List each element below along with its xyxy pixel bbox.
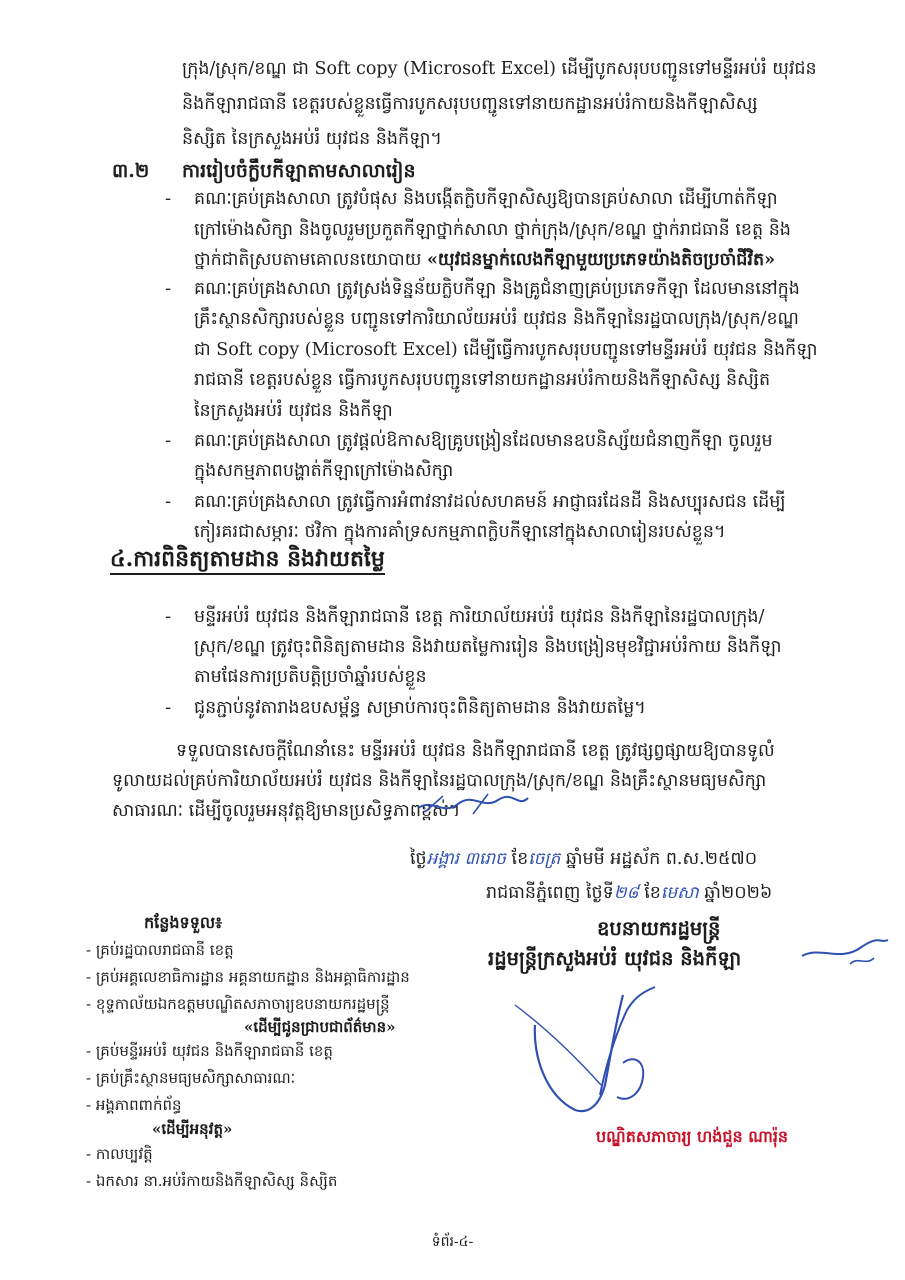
- solar-date: [486, 880, 772, 906]
- bullet-dash: -: [165, 697, 172, 718]
- subsection-title: ការរៀបចំក្លឹបកីឡាតាមសាលារៀន: [182, 160, 416, 182]
- recipient-item: - ខុទ្ទកាល័យឯកឧត្តមបណ្ឌិតសភាចារ្យឧបនាយករដ្ឋមន្ត្រី: [86, 995, 390, 1013]
- solar-day-handwritten: ២៨: [613, 883, 639, 903]
- bullet-line: ស្រុក/ខណ្ឌ ត្រូវចុះពិនិត្យតាមដាន និងវាយតម្លៃការរៀន និងបង្រៀនមុខវិជ្ជាអប់រំកាយ និងកីឡា: [194, 637, 782, 657]
- recipients-impl-label: «ដើម្បីអនុវត្ត»: [152, 1120, 233, 1138]
- lunar-year: ឆ្នាំមមី អដ្ឋស័ក ព.ស.២៥៧០: [565, 849, 758, 869]
- signer-title-1: ឧបនាយករដ្ឋមន្ត្រី: [597, 917, 721, 940]
- bullet-dash: -: [165, 188, 172, 209]
- signer-title-2: រដ្ឋមន្ត្រីក្រសួងអប់រំ យុវជន និងកីឡា: [488, 947, 742, 970]
- bullet-text: ថ្នាក់ជាតិស្របតាមគោលនយោបាយ: [194, 250, 422, 270]
- page-number: ទំព័រ-៤-: [431, 1234, 474, 1250]
- bullet-line: កៀរគរជាសម្ភារៈ ថវិកា ក្នុងការគាំទ្រសកម្មភាពក្លិបកីឡានៅក្នុងសាលារៀនរបស់ខ្លួន។: [194, 522, 726, 542]
- bullet-line: ជូនភ្ជាប់នូវតារាងឧបសម្ព័ន្ធ សម្រាប់ការចុះពិនិត្យតាមដាន និងវាយតម្លៃ។: [194, 698, 646, 718]
- paragraph-line: ក្រុង/ស្រុក/ខណ្ឌ ជា Soft copy (Microsoft Excel) ដើម្បីបូកសរុបបញ្ជូនទៅមន្ទីរអប់រំ យុវជន: [182, 59, 817, 79]
- recipients-title: កន្លែងទទួល៖: [144, 913, 223, 932]
- bullet-line: រាជធានី ខេត្តរបស់ខ្លួន ធ្វើការបូកសរុបបញ្ជូនទៅនាយកដ្ឋានអប់រំកាយនិងកីឡាសិស្ស និស្សិត: [194, 370, 771, 390]
- section-title: ៤.ការពិនិត្យតាមដាន និងវាយតម្លៃ: [110, 546, 385, 575]
- recipient-item: - គ្រប់គ្រឹះស្ថានមធ្យមសិក្សាសាធារណៈ: [86, 1069, 296, 1087]
- solar-month-label: ខែ: [644, 883, 661, 903]
- paragraph-line: និស្សិត នៃក្រសួងអប់រំ យុវជន និងកីឡា។: [182, 129, 442, 149]
- subsection-number: ៣.២: [112, 160, 150, 182]
- bullet-line: គណៈគ្រប់គ្រងសាលា ត្រូវផ្តល់ឱកាសឱ្យគ្រូបង្រៀនដែលមានឧបនិស្ស័យជំនាញកីឡា ចូលរួម: [194, 431, 773, 451]
- lunar-month-handwritten: ចេត្រ: [528, 849, 561, 869]
- bullet-line: គណៈគ្រប់គ្រងសាលា ត្រូវធ្វើការអំពាវនាវដល់សហគមន៍ អាជ្ញាធរដែនដី និងសប្បុរសជន ដើម្បី: [194, 492, 786, 512]
- recipient-item: - គ្រប់អគ្គលេខាធិការដ្ឋាន អគ្គនាយកដ្ឋាន និងអគ្គាធិការដ្ឋាន: [86, 968, 410, 986]
- bullet-dash: -: [165, 606, 172, 627]
- solar-day-label: រាជធានីភ្នំពេញ ថ្ងៃទី: [486, 883, 614, 903]
- signer-name: បណ្ឌិតសភាចារ្យ ហង់ជួន ណារ៉ុន: [596, 1127, 789, 1146]
- handwritten-initials: [800, 936, 890, 976]
- bullet-line: ក្នុងសកម្មភាពបង្ហាត់កីឡាក្រៅម៉ោងសិក្សា: [194, 461, 454, 481]
- bullet-dash: -: [165, 430, 172, 451]
- bullet-line: គ្រឹះស្ថានសិក្សារបស់ខ្លួន បញ្ជូនទៅការិយាល័យអប់រំ យុវជន និងកីឡានៃរដ្ឋបាលក្រុង/ស្រុក/ខណ្ឌ: [194, 309, 799, 329]
- lunar-date: [410, 846, 757, 872]
- solar-year: ឆ្នាំ២០២៦: [704, 883, 773, 903]
- closing-line: សាធារណៈ ដើម្បីចូលរួមអនុវត្តឱ្យមានប្រសិទ្ធភាពខ្ពស់។: [112, 801, 461, 821]
- bullet-line: តាមផែនការប្រតិបត្តិប្រចាំឆ្នាំរបស់ខ្លួន: [194, 667, 427, 687]
- closing-line: ទូលាយដល់គ្រប់ការិយាល័យអប់រំ យុវជន និងកីឡានៃរដ្ឋបាលក្រុង/ស្រុក/ខណ្ឌ និងគ្រឹះស្ថានមធ្យមសិក្សា: [112, 771, 767, 791]
- bullet-line: [194, 247, 775, 273]
- bullet-dash: -: [165, 278, 172, 299]
- recipient-item: - ឯកសារ នា.អប់រំកាយនិងកីឡាសិស្ស និស្សិត: [86, 1172, 338, 1190]
- bullet-line: មន្ទីរអប់រំ យុវជន និងកីឡារាជធានី ខេត្ត ការិយាល័យអប់រំ យុវជន និងកីឡានៃរដ្ឋបាលក្រុង/: [194, 607, 765, 627]
- bullet-line: នៃក្រសួងអប់រំ យុវជន និងកីឡា: [194, 401, 393, 421]
- bullet-line: គណៈគ្រប់គ្រងសាលា ត្រូវស្រង់ទិន្នន័យក្លិបកីឡា និងគ្រូជំនាញគ្រប់ប្រភេទកីឡា ដែលមាននៅក្នុង: [194, 279, 800, 299]
- signature-icon: [505, 985, 695, 1125]
- bullet-line: គណៈគ្រប់គ្រងសាលា ត្រូវបំផុស និងបង្កើតក្លិបកីឡាសិស្សឱ្យបានគ្រប់សាលា ដើម្បីហាត់កីឡា: [194, 189, 778, 209]
- handwritten-initials: [413, 790, 533, 820]
- recipient-item: - កាលប្បវត្តិ: [86, 1145, 153, 1163]
- recipient-item: - គ្រប់រដ្ឋបាលរាជធានី ខេត្ត: [86, 941, 234, 959]
- paragraph-line: និងកីឡារាជធានី ខេត្តរបស់ខ្លួនធ្វើការបូកសរុបបញ្ជូនទៅនាយកដ្ឋានអប់រំកាយនិងកីឡាសិស្ស: [182, 94, 758, 114]
- bullet-line: ជា Soft copy (Microsoft Excel) ដើម្បីធ្វើការបូកសរុបបញ្ជូនទៅមន្ទីរអប់រំ យុវជន និងកីឡា: [194, 340, 818, 360]
- recipient-item: - អង្គភាពពាក់ព័ន្ធ: [86, 1096, 182, 1114]
- recipients-info-label: «ដើម្បីជូនជ្រាបជាព័ត៌មាន»: [244, 1018, 396, 1036]
- policy-slogan: «យុវជនម្នាក់លេងកីឡាមួយប្រភេទយ៉ាងតិចប្រចាំជីវិត»: [426, 250, 776, 270]
- lunar-day-label: ថ្ងៃ: [410, 849, 427, 869]
- lunar-day-handwritten: អង្គារ ៣រោច: [426, 849, 506, 869]
- recipient-item: - គ្រប់មន្ទីរអប់រំ យុវជន និងកីឡារាជធានី ខេត្ត: [86, 1042, 333, 1060]
- bullet-dash: -: [165, 491, 172, 512]
- solar-month-handwritten: មេសា: [660, 883, 699, 903]
- closing-line: ទទួលបានសេចក្តីណែនាំនេះ មន្ទីរអប់រំ យុវជន និងកីឡារាជធានី ខេត្ត ត្រូវផ្សព្វផ្សាយឱ្យបានទូលំ: [176, 741, 775, 761]
- lunar-month-label: ខែ: [511, 849, 529, 869]
- bullet-line: ក្រៅម៉ោងសិក្សា និងចូលរួមប្រកួតកីឡាថ្នាក់សាលា ថ្នាក់ក្រុង/ស្រុក/ខណ្ឌ ថ្នាក់រាជធានី ខេត្ត និង: [194, 220, 791, 240]
- section-heading: [110, 544, 385, 574]
